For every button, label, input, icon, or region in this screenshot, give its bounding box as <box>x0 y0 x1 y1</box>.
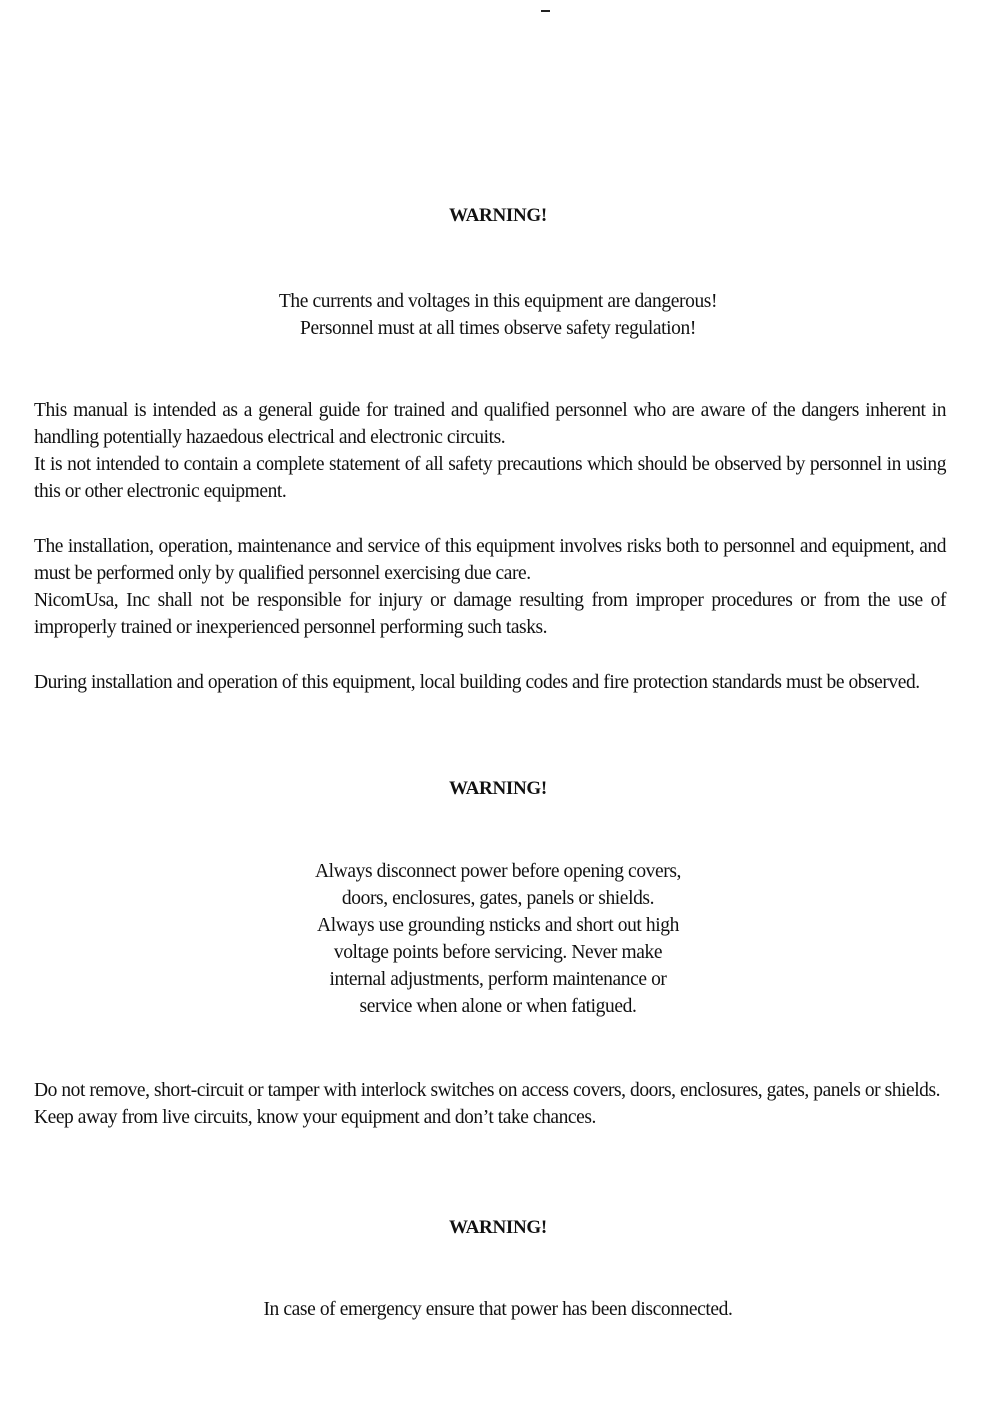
building-codes-section <box>34 669 946 696</box>
paragraph: This manual is intended as a general guide for trained and qualified personnel who are aware of the dangers inherent in handling potentially hazaedous electrical and electronic circuits. <box>34 400 946 448</box>
warning-line: Always use grounding nsticks and short out high <box>317 915 679 936</box>
paragraph: During installation and operation of this equipment, local building codes and fire protection standards must be observed. <box>34 672 920 693</box>
warning-message-1 <box>0 288 996 342</box>
warning-heading-3: WARNING! <box>449 1217 547 1238</box>
interlock-section <box>34 1077 946 1131</box>
risk-section <box>34 533 946 641</box>
warning-message-3 <box>0 1296 996 1323</box>
warning-line: Personnel must at all times observe safety regulation! <box>300 318 696 339</box>
warning-heading-1: WARNING! <box>449 205 547 226</box>
warning-line: service when alone or when fatigued. <box>359 996 637 1017</box>
top-dash-mark <box>541 10 550 12</box>
warning-line: The currents and voltages in this equipment are dangerous! <box>278 291 718 312</box>
paragraph: The installation, operation, maintenance and service of this equipment involves risks both to personnel and equipment, and must be performed only by qualified personnel exercising due care. <box>34 536 946 584</box>
warning-line: Always disconnect power before opening covers, <box>314 861 682 882</box>
paragraph: Do not remove, short-circuit or tamper with interlock switches on access covers, doors, enclosures, gates, panels or shields. <box>34 1080 941 1101</box>
warning-line: In case of emergency ensure that power has been disconnected. <box>263 1299 733 1320</box>
warning-line: voltage points before servicing. Never make <box>333 942 663 963</box>
paragraph: Keep away from live circuits, know your equipment and don’t take chances. <box>34 1107 596 1128</box>
manual-purpose-section <box>34 397 946 505</box>
paragraph: It is not intended to contain a complete statement of all safety precautions which should be observed by personnel in using this or other electronic equipment. <box>34 454 946 502</box>
warning-line: internal adjustments, perform maintenance or <box>329 969 667 990</box>
paragraph: NicomUsa, Inc shall not be responsible for injury or damage resulting from improper procedures or from the use of improperly trained or inexperienced personnel performing such tasks. <box>34 590 946 638</box>
warning-message-2 <box>0 858 996 1020</box>
warning-line: doors, enclosures, gates, panels or shields. <box>341 888 655 909</box>
warning-heading-2: WARNING! <box>449 778 547 799</box>
